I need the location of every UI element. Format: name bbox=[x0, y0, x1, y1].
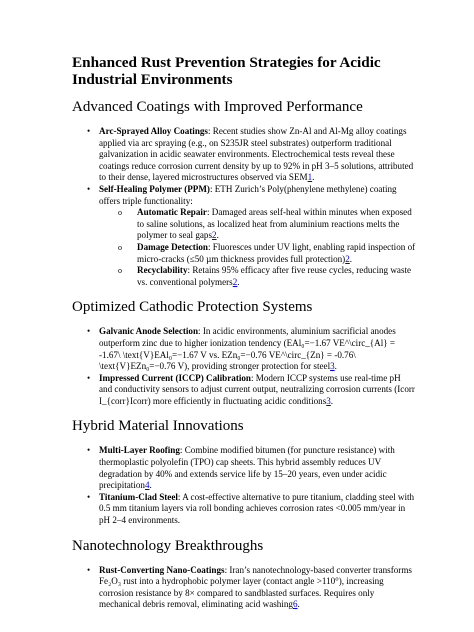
item-text: : A cost-effective alternative to pure titanium, cladding steel with 0.5 mm titanium layers via roll bonding achieves corrosion rates <0.005 mm/year in pH 2–4 environments. bbox=[99, 491, 415, 526]
section-heading: Hybrid Material Innovations bbox=[72, 418, 244, 435]
list-item bbox=[72, 492, 416, 527]
item-punct: . bbox=[312, 172, 315, 183]
reference-link[interactable]: 2 bbox=[232, 276, 238, 287]
item-punct: . bbox=[297, 599, 300, 610]
item-term: Self-Healing Polymer (PPM) bbox=[99, 183, 210, 194]
list-item bbox=[72, 373, 416, 408]
item-punct: . bbox=[237, 276, 240, 287]
sub-bullet-list bbox=[99, 207, 416, 288]
list-item bbox=[72, 326, 416, 372]
reference-link[interactable]: 6 bbox=[292, 599, 298, 610]
reference-link[interactable]: 2 bbox=[345, 253, 350, 264]
item-term: Multi-Layer Roofing bbox=[99, 445, 180, 456]
list-item bbox=[72, 126, 416, 184]
item-term: Rust-Converting Nano-Coatings bbox=[99, 564, 225, 575]
list-item bbox=[72, 184, 416, 288]
item-punct: . bbox=[149, 480, 152, 491]
document-title: Enhanced Rust Prevention Strategies for Acidic Industrial Environments bbox=[72, 54, 381, 88]
item-text: : In acidic environments, aluminium sacrificial anodes outperform zinc due to higher ionization tendency (EAl₀=−1.67 VE^\circ_{Al} = -1.67\ \text{V}EAl₀=−1.67 V vs. EZn₀=−0.76 VE^\circ_{Zn} = -0.76\ \text{V}EZn₀=−0.76 V), providing stronger protection for steel bbox=[99, 326, 396, 372]
bullet-list bbox=[72, 126, 416, 288]
item-text: : Modern ICCP systems use real-time pH and conductivity sensors to adjust current output, neutralizing corrosion currents (Icorr I_{corr}Icorr) more efficiently in fluctuating acidic conditions bbox=[99, 372, 415, 406]
item-term: Damage Detection bbox=[137, 241, 208, 252]
reference-link[interactable]: 3 bbox=[326, 395, 331, 406]
item-term: Automatic Repair bbox=[137, 207, 207, 218]
item-term: Arc-Sprayed Alloy Coatings bbox=[99, 126, 208, 136]
item-term: Titanium-Clad Steel bbox=[99, 491, 178, 502]
list-item bbox=[72, 445, 416, 491]
bullet-list bbox=[72, 326, 416, 407]
bullet-list bbox=[72, 565, 416, 611]
sub-list-item bbox=[99, 265, 416, 288]
section-heading: Nanotechnology Breakthroughs bbox=[72, 537, 264, 554]
item-punct: . bbox=[330, 395, 334, 406]
item-text: : Damaged areas self-heal within minutes when exposed to saline solutions, as localized heat from aluminium reactions melts the polymer to seal gaps bbox=[137, 207, 412, 241]
item-punct: . bbox=[334, 361, 337, 372]
bullet-list bbox=[72, 445, 416, 526]
item-text: : Retains 95% efficacy after five reuse cycles, reducing waste vs. conventional polymers bbox=[137, 265, 412, 287]
reference-link[interactable]: 2 bbox=[212, 230, 217, 241]
sub-list-item bbox=[99, 207, 416, 242]
reference-link[interactable]: 1 bbox=[307, 172, 313, 183]
item-term: Impressed Current (ICCP) Calibration bbox=[99, 372, 251, 383]
reference-link[interactable]: 3 bbox=[330, 361, 335, 372]
section-heading: Optimized Cathodic Protection Systems bbox=[72, 299, 313, 316]
list-item bbox=[72, 565, 416, 611]
item-text: : ETH Zurich’s Poly(phenylene methylene) coating offers triple functionality: bbox=[99, 183, 397, 206]
reference-link[interactable]: 4 bbox=[144, 480, 150, 491]
item-text: : Combine modified bitumen (for puncture resistance) with thermoplastic polyolefin (TPO) cap sheets. This hybrid assembly reduces UV degradation by 40% and extends service life by 15–20 years, even under acidic precipitation bbox=[99, 445, 395, 491]
item-term: Recyclability bbox=[137, 265, 188, 276]
item-text: : Iran’s nanotechnology-based converter transforms Fe₂O₃ rust into a hydrophobic polymer layer (contact angle >110°), increasing corrosion resistance by 8× compared to sandblasted surfaces. Requires only mechanical debris removal, eliminating acid washing bbox=[99, 564, 412, 610]
item-punct: . bbox=[216, 230, 219, 241]
item-term: Galvanic Anode Selection bbox=[99, 326, 199, 337]
sub-list-item bbox=[99, 242, 416, 265]
item-text: : Recent studies show Zn-Al and Al-Mg alloy coatings applied via arc spraying (e.g., on S235JR steel substrates) outperform traditional galvanization in acidic seawater environments. Electrochemical tests reveal these coatings reduce corrosion current density by up to 92% in pH 3–5 solutions, attributed to their dense, layered microstructures observed via SEM bbox=[99, 126, 414, 183]
item-text: : Fluoresces under UV light, enabling rapid inspection of micro-cracks (≤50 µm thickness provides full protection) bbox=[137, 241, 416, 264]
section-heading: Advanced Coatings with Improved Performance bbox=[72, 99, 363, 115]
item-punct: . bbox=[349, 253, 353, 264]
